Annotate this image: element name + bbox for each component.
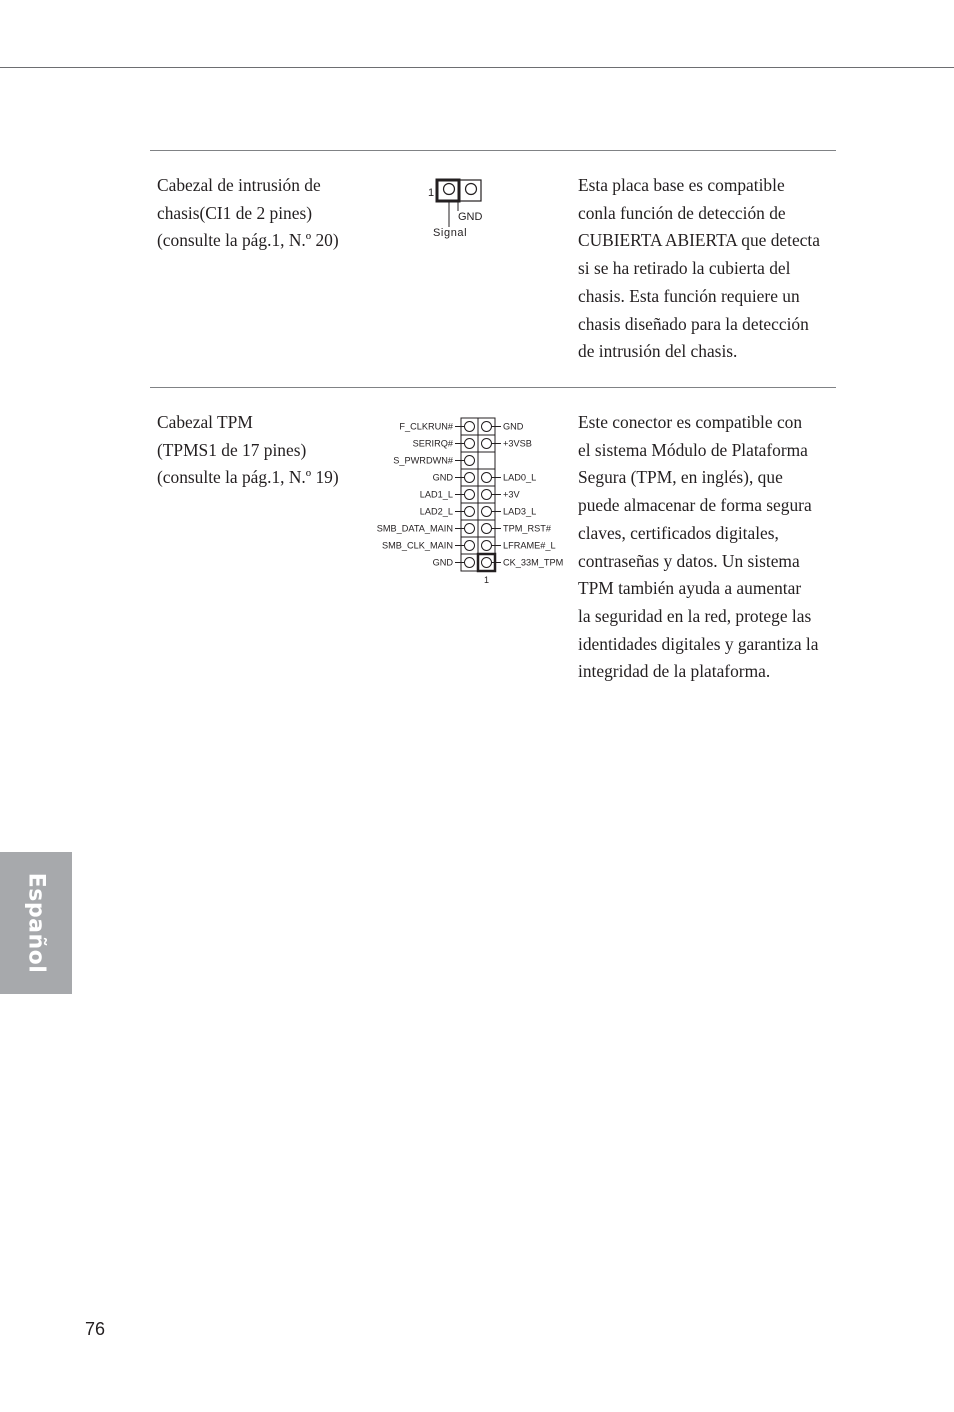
description-line: conla función de detección de xyxy=(578,202,786,223)
chassis-intrusion-description xyxy=(578,172,836,366)
pin-label-left: SMB_CLK_MAIN xyxy=(382,540,453,551)
pin xyxy=(482,507,492,517)
pin-label-left: LAD1_L xyxy=(419,489,453,500)
tpm-pin-grid xyxy=(455,418,501,571)
description-line: identidades digitales y garantiza la xyxy=(578,633,819,654)
description-line: integridad de la plataforma. xyxy=(578,661,771,682)
description-line: si se ha retirado la cubierta del xyxy=(578,258,791,279)
pin xyxy=(482,490,492,500)
pin-signal xyxy=(444,184,455,195)
pin xyxy=(465,558,475,568)
pin-label-left: GND xyxy=(432,472,453,483)
pin-label-right: CK_33M_TPM xyxy=(503,557,564,568)
gnd-label: GND xyxy=(458,211,483,223)
row-divider-middle xyxy=(150,387,836,388)
pin-label-right: LAD0_L xyxy=(503,472,537,483)
description-line: Esta placa base es compatible xyxy=(578,175,785,195)
header-line: chasis(CI1 de 2 pines) xyxy=(157,202,313,223)
header-line: (consulte la pág.1, N.º 19) xyxy=(157,467,339,488)
pin-label-left: LAD2_L xyxy=(419,506,453,517)
pin xyxy=(482,541,492,551)
tpm-left-labels xyxy=(377,422,454,568)
description-line: CUBIERTA ABIERTA que detecta xyxy=(578,230,820,251)
description-line: puede almacenar de forma segura xyxy=(578,495,812,516)
description-line: TPM también ayuda a aumentar xyxy=(578,578,802,599)
pin xyxy=(482,473,492,483)
pin xyxy=(482,524,492,534)
pin xyxy=(465,473,475,483)
pin-label-left: SERIRQ# xyxy=(412,438,453,449)
description-line: chasis diseñado para la detección xyxy=(578,313,809,334)
pin-label-left: GND xyxy=(432,557,453,568)
pin-label-right: +3VSB xyxy=(503,438,532,449)
tpm-header-name xyxy=(157,409,362,492)
pin-label-right: TPM_RST# xyxy=(503,523,551,534)
row-divider-top xyxy=(150,150,836,151)
pin-label-right: +3V xyxy=(503,489,520,500)
tpm-description xyxy=(578,409,836,686)
description-line: el sistema Módulo de Plataforma xyxy=(578,439,808,460)
pin xyxy=(465,507,475,517)
pin-gnd xyxy=(466,184,477,195)
description-line: Segura (TPM, en inglés), que xyxy=(578,467,783,488)
language-side-tab xyxy=(0,852,72,994)
header-line: Cabezal de intrusión de xyxy=(157,175,321,195)
tpm-pin1-label: 1 xyxy=(484,575,490,585)
description-line: Este conector es compatible con xyxy=(578,412,803,432)
pin xyxy=(465,439,475,449)
pin-label-left: S_PWRDWN# xyxy=(393,455,453,466)
pin xyxy=(482,422,492,432)
tpm-right-labels xyxy=(503,422,563,568)
pin1-label: 1 xyxy=(428,187,435,199)
description-line: la seguridad en la red, protege las xyxy=(578,605,812,626)
top-rule xyxy=(0,67,954,68)
header-line: Cabezal TPM xyxy=(157,412,253,432)
pin-label-right: LFRAME#_L xyxy=(503,540,556,551)
pin-label-right: GND xyxy=(503,421,524,432)
page-number: 76 xyxy=(85,1319,106,1339)
description-line: chasis. Esta función requiere un xyxy=(578,285,800,306)
pin xyxy=(465,490,475,500)
pin xyxy=(465,422,475,432)
pin xyxy=(465,456,475,466)
pin-label-left: SMB_DATA_MAIN xyxy=(376,523,453,534)
description-line: contraseñas y datos. Un sistema xyxy=(578,550,800,571)
description-line: de intrusión del chasis. xyxy=(578,341,738,362)
tpm-pinout-diagram xyxy=(360,412,575,590)
chassis-intrusion-header-name xyxy=(157,172,362,255)
pin xyxy=(465,524,475,534)
language-label: Español xyxy=(23,872,49,974)
pin xyxy=(482,558,492,568)
signal-label: Signal xyxy=(433,227,468,239)
header-line: (TPMS1 de 17 pines) xyxy=(157,439,307,460)
pin-label-right: LAD3_L xyxy=(503,506,537,517)
pin xyxy=(465,541,475,551)
pin-cell xyxy=(478,452,495,469)
header-line: (consulte la pág.1, N.º 20) xyxy=(157,230,339,251)
pin-label-left: F_CLKRUN# xyxy=(399,421,453,432)
pin xyxy=(482,439,492,449)
description-line: claves, certificados digitales, xyxy=(578,522,779,543)
chassis-intrusion-diagram xyxy=(420,175,510,245)
